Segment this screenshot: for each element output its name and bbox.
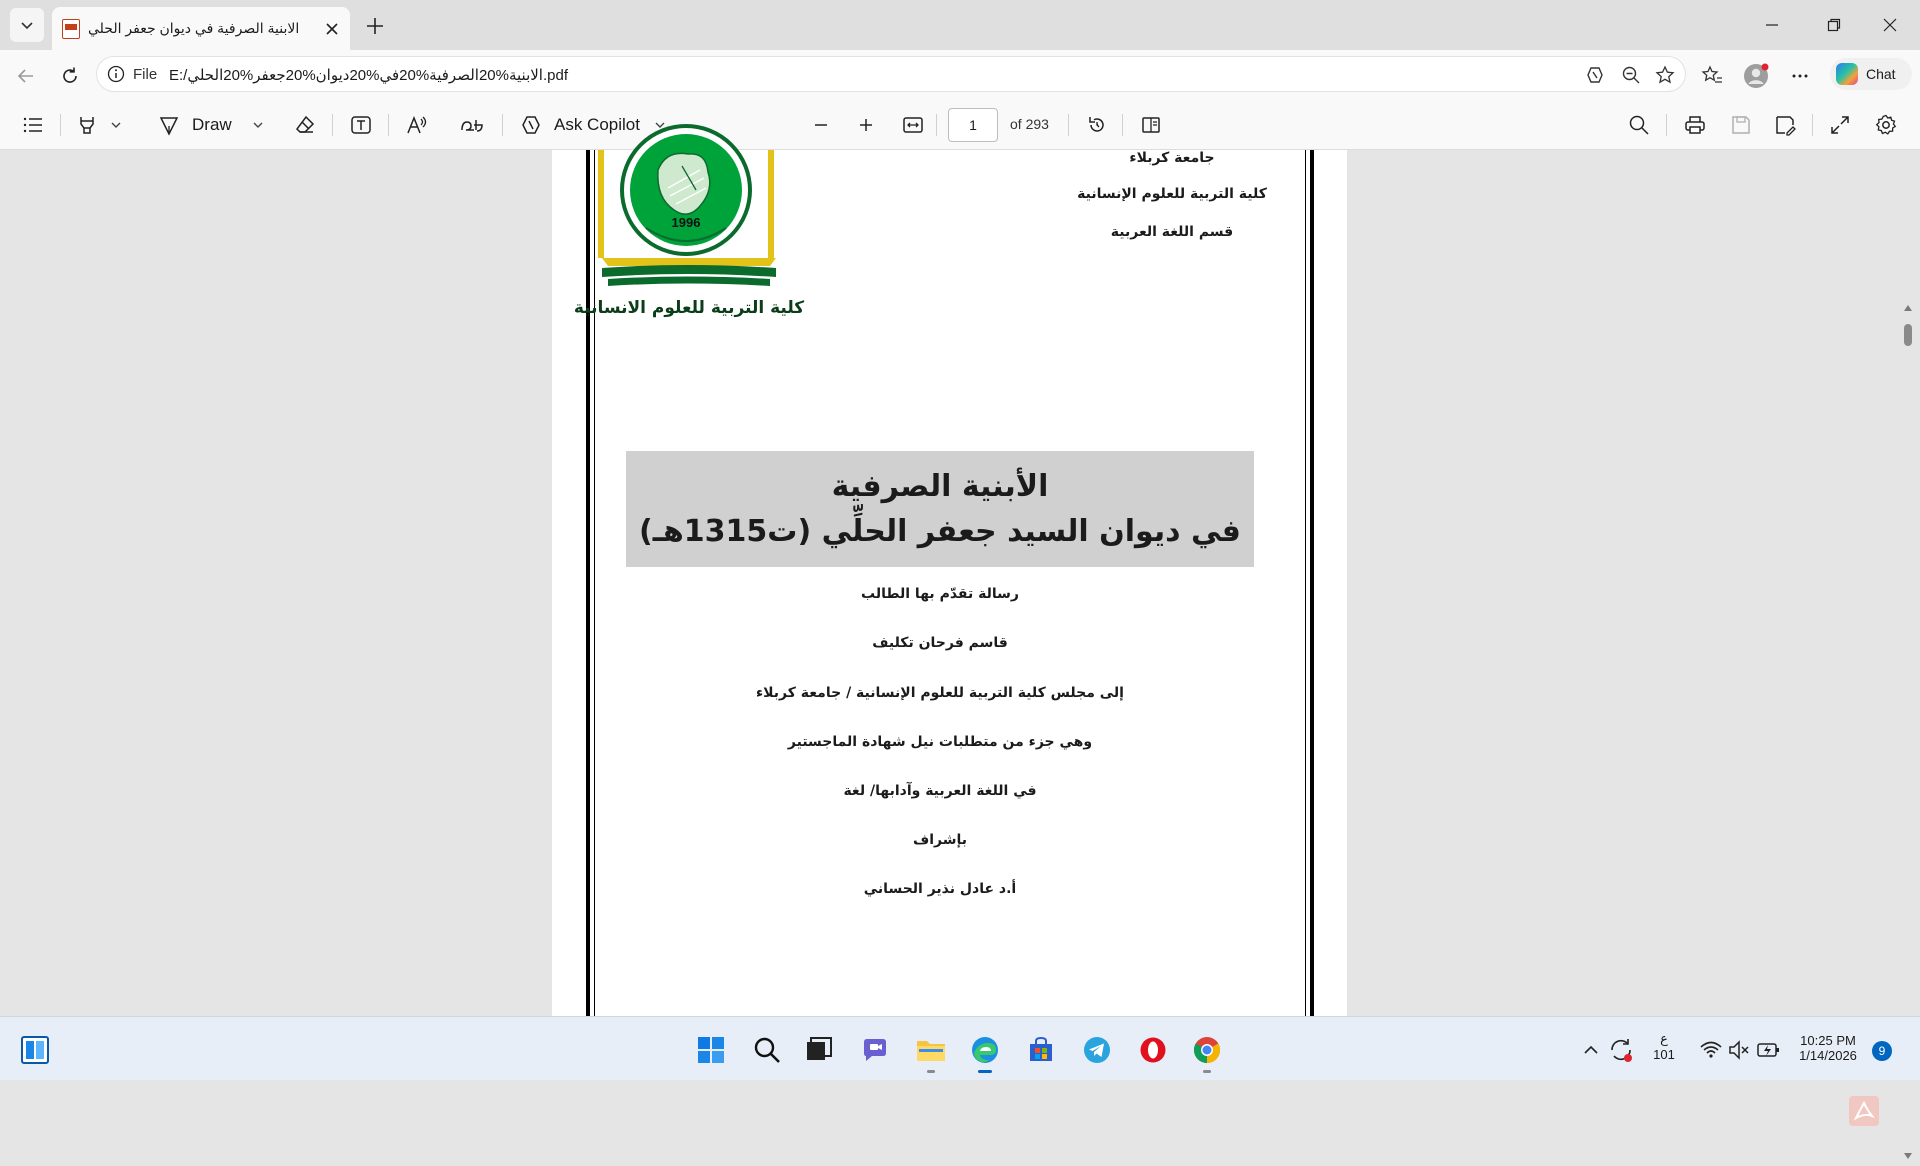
battery-charging-icon: [1756, 1038, 1782, 1062]
settings-more-button[interactable]: [1784, 60, 1816, 92]
close-icon[interactable]: [324, 21, 340, 37]
volume-muted-icon: [1727, 1038, 1751, 1062]
folder-icon: [916, 1036, 946, 1064]
show-hidden-icons-button[interactable]: [1574, 1033, 1608, 1067]
restore-button[interactable]: [1816, 10, 1852, 40]
chevron-down-icon[interactable]: [110, 119, 122, 131]
table-of-contents-icon: [22, 114, 44, 136]
zoom-out-button[interactable]: [812, 113, 830, 137]
divider: [1666, 114, 1667, 136]
favorites-list-icon: [1701, 65, 1723, 87]
profile-button[interactable]: [1740, 60, 1772, 92]
pdf-page: [552, 150, 1347, 1016]
edge-icon: [970, 1035, 1000, 1065]
translate-button[interactable]: [460, 113, 484, 137]
plus-icon: [857, 116, 875, 134]
save-as-button[interactable]: [1774, 113, 1796, 137]
windows-logo-icon: [697, 1036, 725, 1064]
submission-statement: رسالة تقدّم بها الطالب: [861, 586, 1019, 602]
save-icon: [1730, 114, 1752, 136]
chevron-down-icon[interactable]: [252, 119, 264, 131]
tab-actions-menu-button[interactable]: [10, 8, 44, 42]
opera-button[interactable]: [1136, 1033, 1170, 1067]
fit-to-width-button[interactable]: [902, 113, 924, 137]
college-name: كلية التربية للعلوم الإنسانية: [1077, 186, 1267, 202]
logo-caption: كلية التربية للعلوم الانسانية: [573, 298, 805, 318]
page-count-label: of 293: [1010, 116, 1049, 132]
back-button[interactable]: [10, 60, 42, 92]
telegram-icon: [1083, 1036, 1111, 1064]
chat-bubble-icon: [861, 1036, 889, 1064]
pdf-file-icon: [62, 19, 80, 39]
clock[interactable]: [1788, 1033, 1868, 1063]
read-aloud-icon: [406, 114, 428, 136]
ask-copilot-label: Ask Copilot: [554, 115, 640, 134]
erase-button[interactable]: [294, 113, 316, 137]
pdf-settings-button[interactable]: [1875, 113, 1897, 137]
minus-icon: [812, 116, 830, 134]
widgets-icon: [20, 1035, 50, 1065]
thesis-title-line2: في ديوان السيد جعفر الحلِّي (ت1315هـ): [639, 514, 1241, 549]
rotate-button[interactable]: [1086, 113, 1108, 137]
tab-bar: [0, 0, 1920, 50]
chevron-down-icon: [20, 18, 34, 32]
draw-button[interactable]: [158, 113, 264, 137]
chrome-button[interactable]: [1190, 1033, 1224, 1067]
divider: [1812, 114, 1813, 136]
add-text-button[interactable]: [350, 113, 372, 137]
start-button[interactable]: [694, 1033, 728, 1067]
divider: [936, 114, 937, 136]
acrobat-icon: [1853, 1100, 1875, 1122]
supervisor-name: أ.د عادل نذير الحساني: [863, 881, 1017, 897]
text-box-icon: [350, 114, 372, 136]
save-button[interactable]: [1730, 113, 1752, 137]
chat-label: Chat: [1866, 66, 1896, 82]
contents-button[interactable]: [22, 113, 44, 137]
page-number-input[interactable]: 1: [948, 108, 998, 142]
sync-status-button[interactable]: [1604, 1033, 1638, 1067]
input-language-char: ع: [1660, 1031, 1668, 1046]
notification-badge[interactable]: 9: [1872, 1041, 1892, 1061]
college-logo: [573, 150, 805, 328]
scrollbar-thumb: [1904, 324, 1912, 346]
find-button[interactable]: [1628, 113, 1650, 137]
close-icon: [1883, 18, 1897, 32]
task-view-icon: [805, 1036, 833, 1064]
chevron-up-icon: [1582, 1041, 1600, 1059]
address-url[interactable]: E:/الابنية%20الصرفية%20في%20ديوان%20جعفر%20الحلي.pdf: [169, 67, 569, 84]
search-icon: [1628, 114, 1650, 136]
store-icon: [1027, 1036, 1055, 1064]
wifi-icon: [1699, 1038, 1723, 1062]
window-close-button[interactable]: [1872, 10, 1908, 40]
university-name: جامعة كربلاء: [1129, 150, 1215, 166]
fit-width-icon: [902, 114, 924, 136]
field-of-study: في اللغة العربية وآدابها/ لغة: [843, 783, 1037, 799]
logo-year: 1996: [671, 215, 701, 230]
submitted-to: إلى مجلس كلية التربية للعلوم الإنسانية / جامعة كربلاء: [756, 685, 1124, 701]
navigation-bar: [0, 50, 1920, 100]
page-view-button[interactable]: [1140, 113, 1162, 137]
divider: [1122, 114, 1123, 136]
search-icon: [753, 1036, 781, 1064]
eraser-icon: [294, 114, 316, 136]
divider: [502, 114, 503, 136]
plus-icon: [365, 16, 385, 36]
draw-label: Draw: [192, 115, 232, 134]
degree-requirement: وهي جزء من متطلبات نيل شهادة الماجستير: [787, 734, 1093, 750]
favorites-button[interactable]: [1696, 60, 1728, 92]
telegram-button[interactable]: [1080, 1033, 1114, 1067]
opera-icon: [1139, 1036, 1167, 1064]
divider: [332, 114, 333, 136]
avatar-icon: [1743, 63, 1769, 89]
rotate-icon: [1086, 114, 1108, 136]
search-button[interactable]: [750, 1033, 784, 1067]
input-language-code: 101: [1653, 1047, 1675, 1062]
supervision-label: بإشراف: [912, 832, 968, 848]
restore-icon: [1827, 18, 1841, 32]
input-language-indicator[interactable]: [1648, 1031, 1680, 1062]
divider: [1068, 114, 1069, 136]
zoom-in-button[interactable]: [857, 113, 875, 137]
copilot-chat-button[interactable]: [1830, 58, 1912, 90]
minimize-button[interactable]: [1754, 10, 1790, 40]
scroll-up-icon: [1904, 305, 1912, 311]
copilot-icon: [1836, 63, 1858, 85]
new-tab-button[interactable]: [362, 13, 388, 39]
clock-date: 1/14/2026: [1799, 1048, 1857, 1063]
divider: [60, 114, 61, 136]
highlighter-icon: [76, 114, 98, 136]
print-icon: [1684, 114, 1706, 136]
student-name: قاسم فرحان تكليف: [872, 635, 1008, 651]
taskbar: [0, 1016, 1920, 1080]
edge-button[interactable]: [968, 1033, 1002, 1067]
ask-copilot-button[interactable]: [520, 113, 666, 137]
read-aloud-button[interactable]: [406, 113, 428, 137]
divider: [388, 114, 389, 136]
translate-icon: [460, 114, 484, 136]
teams-chat-button[interactable]: [858, 1033, 892, 1067]
clock-time: 10:25 PM: [1800, 1033, 1856, 1048]
pdf-toolbar: [0, 100, 1920, 150]
arrow-left-icon: [16, 66, 36, 86]
address-scheme-label: File: [133, 66, 158, 83]
zoom-out-icon[interactable]: [1621, 65, 1641, 85]
more-horizontal-icon: [1790, 66, 1810, 86]
favorite-star-icon[interactable]: [1655, 65, 1675, 85]
sync-icon: [1608, 1037, 1634, 1063]
file-explorer-button[interactable]: [914, 1033, 948, 1067]
save-as-icon: [1774, 114, 1796, 136]
minimize-icon: [1765, 18, 1779, 32]
page-view-icon: [1140, 114, 1162, 136]
address-bar[interactable]: [96, 56, 1686, 92]
battery-status[interactable]: [1752, 1033, 1786, 1067]
scroll-down-icon: [1904, 1153, 1912, 1159]
tab-active[interactable]: [52, 7, 350, 50]
task-view-button[interactable]: [802, 1033, 836, 1067]
chrome-icon: [1193, 1036, 1221, 1064]
windows-widgets-button[interactable]: [18, 1033, 52, 1067]
volume-status[interactable]: [1722, 1033, 1756, 1067]
copilot-vision-icon[interactable]: [1585, 65, 1605, 85]
print-button[interactable]: [1684, 113, 1706, 137]
expand-icon: [1830, 115, 1850, 135]
refresh-icon: [60, 66, 80, 86]
gear-icon: [1875, 114, 1897, 136]
copilot-outline-icon: [520, 114, 542, 136]
department-name: قسم اللغة العربية: [1110, 224, 1234, 240]
info-icon[interactable]: [107, 65, 125, 83]
refresh-button[interactable]: [54, 60, 86, 92]
acrobat-button[interactable]: [1849, 1096, 1879, 1126]
fullscreen-button[interactable]: [1830, 113, 1850, 137]
thesis-title-line1: الأبنية الصرفية: [831, 469, 1049, 504]
thesis-title-box: [626, 451, 1254, 567]
draw-pen-icon: [158, 114, 180, 136]
tab-title: الابنية الصرفية في ديوان جعفر الحلي: [88, 20, 300, 36]
pdf-viewer[interactable]: [0, 150, 1920, 1016]
highlight-button[interactable]: [76, 113, 122, 137]
microsoft-store-button[interactable]: [1024, 1033, 1058, 1067]
